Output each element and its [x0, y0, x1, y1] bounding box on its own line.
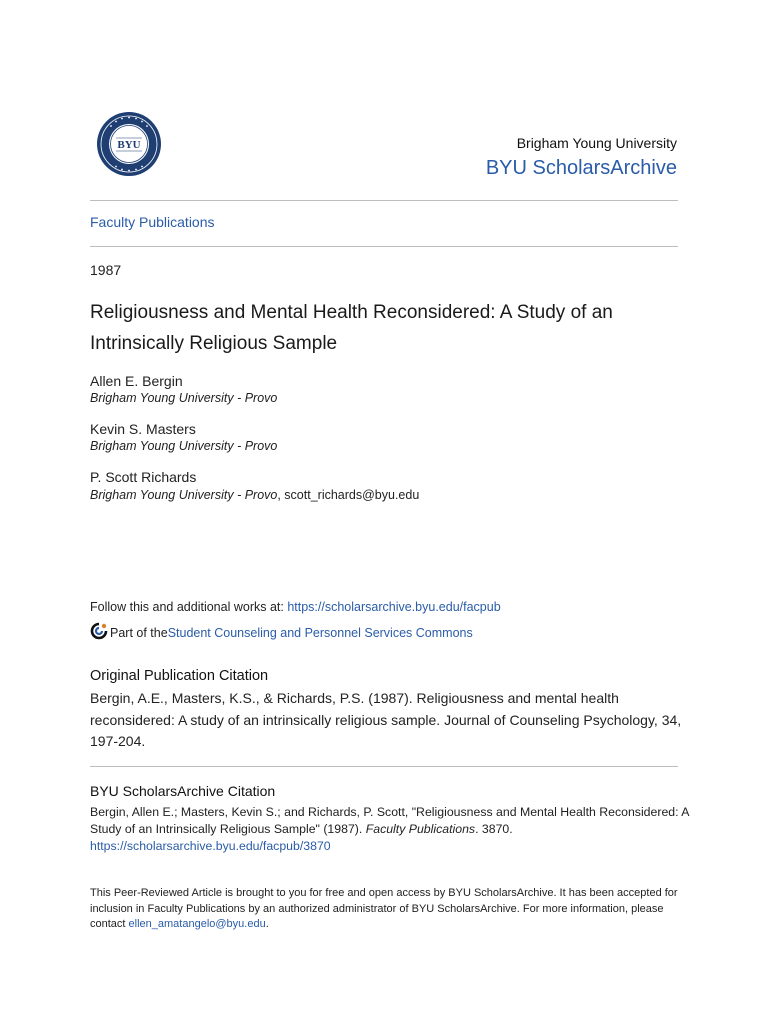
divider [90, 200, 678, 201]
citation-url-link[interactable]: https://scholarsarchive.byu.edu/facpub/3870 [90, 839, 331, 853]
author-name: P. Scott Richards [90, 469, 197, 485]
affiliation-text: Brigham Young University - Provo [90, 391, 278, 405]
affiliation-text: Brigham Young University - Provo [90, 488, 278, 502]
access-notice-text: This Peer-Reviewed Article is brought to you for free and open access by BYU ScholarsArchive. It has been accepted for inclusion in Faculty Publications by an authorized administrator of BYU ScholarsArchive. For more information, please contact [90, 887, 678, 930]
citation-number: . 3870. [475, 822, 513, 836]
part-of-text: Part of the [110, 625, 168, 640]
byu-seal-logo [96, 111, 162, 177]
contact-email-link[interactable]: ellen_amatangelo@byu.edu [128, 918, 266, 930]
repository-link[interactable]: BYU ScholarsArchive [485, 157, 677, 179]
author-affiliation [90, 439, 277, 453]
commons-link[interactable]: Student Counseling and Personnel Services Commons [167, 625, 473, 640]
citation-series: Faculty Publications [365, 822, 476, 836]
publication-year: 1987 [90, 262, 122, 278]
author-name: Allen E. Bergin [90, 373, 183, 389]
paper-title: Religiousness and Mental Health Reconsidered: A Study of an Intrinsically Religious Sample [90, 302, 613, 354]
author-name: Kevin S. Masters [90, 421, 196, 437]
access-notice [90, 886, 690, 933]
divider [90, 766, 678, 767]
follow-text: Follow this and additional works at: [90, 600, 288, 614]
follow-line [90, 600, 501, 614]
author-affiliation [90, 488, 419, 502]
author-email: , scott_richards@byu.edu [277, 488, 420, 502]
archive-citation-heading: BYU ScholarsArchive Citation [90, 783, 276, 799]
access-notice-end: . [265, 918, 269, 930]
series-link[interactable]: Faculty Publications [90, 214, 215, 230]
facpub-link[interactable]: https://scholarsarchive.byu.edu/facpub [287, 600, 501, 614]
author-affiliation [90, 391, 277, 405]
commons-network-icon [90, 622, 110, 643]
institution-name: Brigham Young University [516, 135, 677, 151]
part-of-line [90, 622, 473, 643]
citation-main: Bergin, Allen E.; Masters, Kevin S.; and Richards, P. Scott, "Religiousness and Mental Health Reconsidered: A Study of an Intrinsically Religious Sample" (1987). [90, 805, 689, 836]
archive-citation-text [90, 804, 690, 855]
divider [90, 246, 678, 247]
seal-text: BYU [117, 139, 141, 151]
original-citation-heading: Original Publication Citation [90, 668, 269, 684]
affiliation-text: Brigham Young University - Provo [90, 439, 278, 453]
original-citation-text: Bergin, A.E., Masters, K.S., & Richards, P.S. (1987). Religiousness and mental health reconsidered: A study of an intrinsically religious sample. Journal of Counseling Psychology, 34, 197-204. [90, 690, 682, 749]
